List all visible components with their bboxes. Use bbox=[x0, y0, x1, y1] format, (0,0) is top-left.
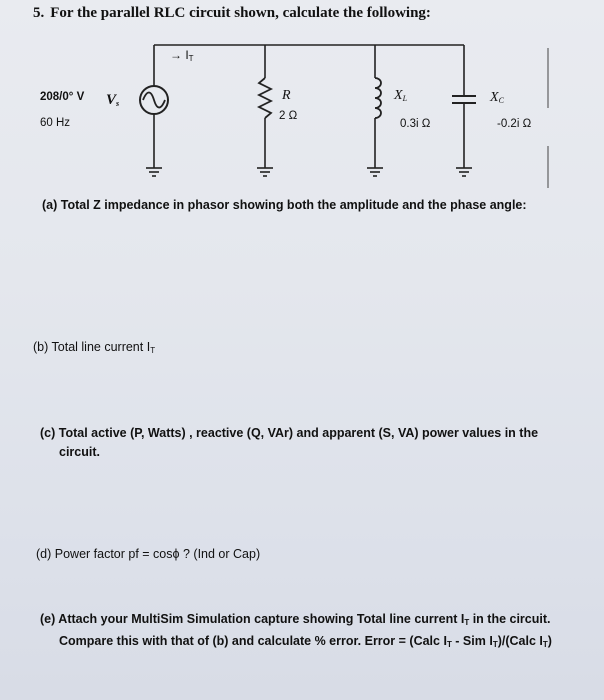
resistor-value-label: 2 Ω bbox=[279, 110, 298, 122]
part-e-line2: Compare this with that of (b) and calculate % error. Error = (Calc $I_T$ - Sim $I_T)/(Calc$ $I_T$) bbox=[59, 634, 552, 649]
inductor-value-label: 0.3i Ω bbox=[400, 118, 431, 130]
source-label: $V_s$ bbox=[106, 92, 120, 108]
part-e-line1: (e) Attach your MultiSim Simulation capture showing Total line current $I_T$ in the circuit. bbox=[40, 612, 551, 627]
current-arrow-label: → $I_T$ bbox=[170, 48, 194, 63]
ground-symbol-capacitor bbox=[456, 168, 472, 176]
resistor-symbol bbox=[259, 78, 271, 118]
resistor-symbol-label: R bbox=[282, 88, 291, 103]
bleed-through-text bbox=[80, 258, 84, 273]
source-voltage-label: 208/0° V bbox=[40, 91, 85, 103]
part-c-line2: circuit. bbox=[59, 445, 100, 459]
inductor-symbol-label: $X_L$ bbox=[394, 88, 408, 103]
capacitor-symbol-label: $X_C$ bbox=[490, 90, 504, 105]
part-a-text: (a) Total Z impedance in phasor showing both the amplitude and the phase angle: bbox=[42, 198, 527, 212]
ground-symbol-inductor bbox=[367, 168, 383, 176]
part-c-text bbox=[40, 424, 538, 462]
capacitor-value-label: -0.2i Ω bbox=[497, 118, 532, 130]
rlc-circuit-diagram bbox=[0, 28, 604, 203]
question-heading bbox=[33, 5, 431, 22]
ground-symbol-resistor bbox=[257, 168, 273, 176]
question-number: 5. bbox=[33, 5, 45, 21]
ground-symbol-source bbox=[146, 168, 162, 176]
inductor-symbol bbox=[375, 78, 381, 118]
frequency-label: 60 Hz bbox=[40, 117, 71, 129]
part-c-line1: (c) Total active (P, Watts) , reactive (Q, VAr) and apparent (S, VA) power values in the bbox=[40, 426, 539, 440]
part-b-text: (b) Total line current $I_T$ bbox=[33, 340, 156, 355]
part-d-text: (d) Power factor pf = cosϕ ? (Ind or Cap) bbox=[36, 547, 261, 561]
question-title: For the parallel RLC circuit shown, calculate the following: bbox=[50, 5, 431, 21]
part-e-text bbox=[40, 610, 552, 654]
